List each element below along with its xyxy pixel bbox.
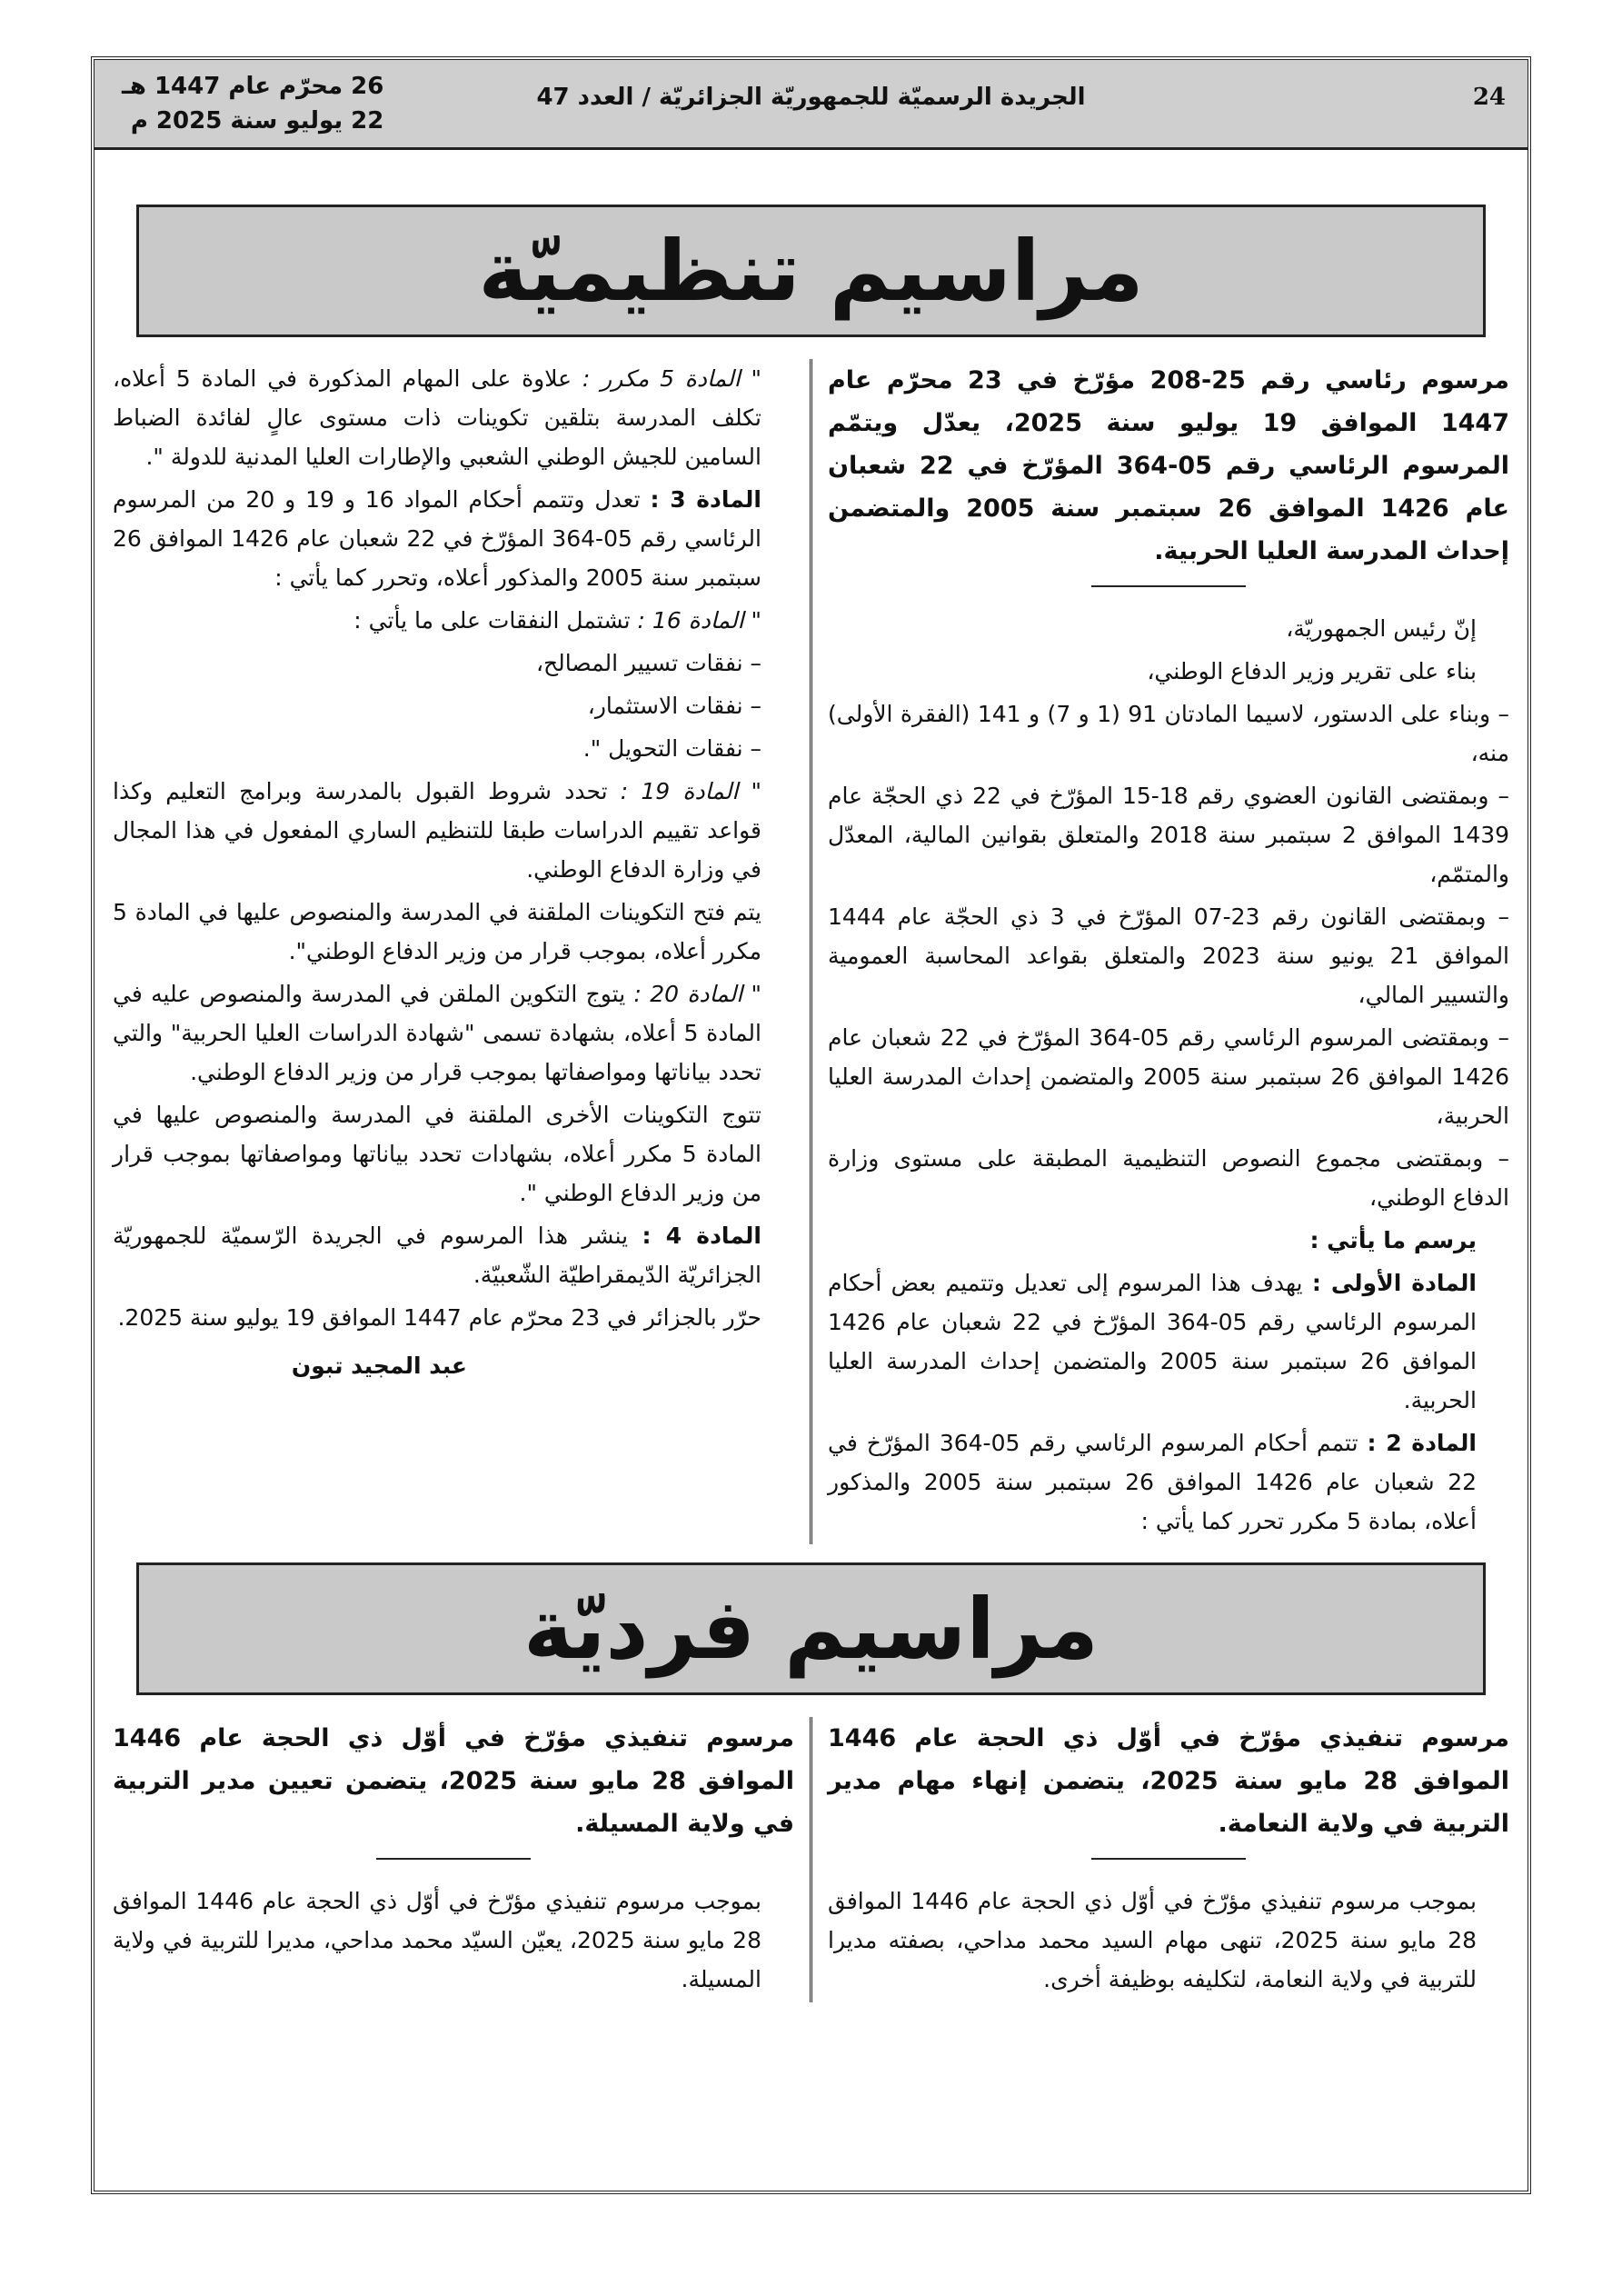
column-divider: [810, 1717, 812, 2002]
decree3-column: [113, 1717, 794, 2002]
date-hijri: 26 محرّم عام 1447 هـ: [122, 73, 384, 100]
signature: عبد المجيد تبون: [291, 1353, 467, 1379]
article-label: " المادة 20 :: [633, 981, 761, 1007]
paragraph: – وبناء على الدستور، لاسيما المادتان 91 (1 و 7) و 141 (الفقرة الأولى) منه،: [828, 701, 1509, 766]
article-text: علاوة على المهام المذكورة في المادة 5 أعلاه، تكلف المدرسة بتلقين تكوينات ذات مستوى عالٍ لفائدة الضباط السامين للجيش الوطني الشعبي والإطارات العليا المدنية للدولة ".: [113, 365, 761, 470]
list-item: – نفقات الاستثمار،: [587, 693, 761, 719]
article-text: يتوج التكوين الملقن في المدرسة والمنصوص عليه في المادة 5 أعلاه، بشهادة تسمى "شهادة الدراسات العليا الحربية" والتي تحدد بياناتها ومواصفاتها بموجب قرار من وزير الدفاع الوطني.: [113, 981, 761, 1085]
section-title-individual: مراسيم فرديّة: [136, 1562, 1486, 1695]
issue-date: [122, 69, 383, 138]
section-title-regulatory: مراسيم تنظيميّة: [136, 205, 1486, 337]
column-divider: [810, 359, 812, 1544]
article-label: " المادة 16 :: [637, 607, 761, 634]
closing-text: حرّر بالجزائر في 23 محرّم عام 1447 الموافق 19 يوليو سنة 2025.: [117, 1304, 761, 1331]
decree-title: مرسوم تنفيذي مؤرّخ في أوّل ذي الحجة عام 1446 الموافق 28 مايو سنة 2025، يتضمن إنهاء مهام مدير التربية في ولاية النعامة.: [828, 1724, 1509, 1838]
paragraph: تتوج التكوينات الأخرى الملقنة في المدرسة والمنصوص عليها في المادة 5 مكرر أعلاه، بشهادات تحدد بياناتها ومواصفاتها بموجب قرار من وزير الدفاع الوطني ".: [113, 1102, 761, 1206]
article-text: تحدد شروط القبول بالمدرسة وبرامج التعليم وكذا قواعد تقييم الدراسات طبقا للتنظيم الساري المفعول في هذا المجال في وزارة الدفاع الوطني.: [113, 778, 761, 883]
paragraph: – وبمقتضى مجموع النصوص التنظيمية المطبقة على مستوى وزارة الدفاع الوطني،: [828, 1145, 1509, 1211]
paragraph: بناء على تقرير وزير الدفاع الوطني،: [1147, 658, 1477, 684]
decree-title: مرسوم رئاسي رقم 25-208 مؤرّخ في 23 محرّم عام 1447 الموافق 19 يوليو سنة 2025، يعدّل ويتمّم المرسوم الرئاسي رقم 05-364 المؤرّخ في 22 شعبان عام 1426 الموافق 26 سبتمبر سنة 2005 والمتضمن إحداث المدرسة العليا الحربية.: [828, 366, 1509, 565]
article-text: ينشر هذا المرسوم في الجريدة الرّسميّة للجمهوريّة الجزائريّة الدّيمقراطيّة الشّعبيّة.: [113, 1223, 761, 1288]
decree-body: بموجب مرسوم تنفيذي مؤرّخ في أوّل ذي الحجة عام 1446 الموافق 28 مايو سنة 2025، تنهى مهام السيد محمد مداحي، بصفته مديرا للتربية في ولاية النعامة، لتكليفه بوظيفة أخرى.: [828, 1888, 1478, 1992]
list-item: – نفقات التحويل ".: [582, 735, 761, 762]
article-label: المادة 3 :: [650, 486, 761, 513]
paragraph: يتم فتح التكوينات الملقنة في المدرسة والمنصوص عليها في المادة 5 مكرر أعلاه، بموجب قرار من وزير الدفاع الوطني".: [113, 899, 761, 964]
separator: [1091, 1858, 1246, 1860]
separator: [376, 1858, 531, 1860]
article-label: " المادة 19 :: [620, 778, 762, 804]
decree1-left-column: [113, 359, 794, 1544]
article-label: المادة 4 :: [642, 1223, 762, 1249]
decree1-columns: [113, 359, 1509, 1544]
article-label: المادة 2 :: [1367, 1430, 1478, 1456]
article-text: تعدل وتتمم أحكام المواد 16 و 19 و 20 من المرسوم الرئاسي رقم 05-364 المؤرّخ في 22 شعبان عام 1426 الموافق 26 سبتمبر سنة 2005 والمذكور أعلاه، وتحرر كما يأتي :: [113, 486, 761, 591]
paragraph: – وبمقتضى القانون رقم 23-07 المؤرّخ في 3 ذي الحجّة عام 1444 الموافق 21 يونيو سنة 2023 والمتعلق بقواعد المحاسبة العمومية والتسيير المالي،: [828, 903, 1510, 1008]
individual-decrees-columns: [113, 1717, 1509, 2002]
paragraph: إنّ رئيس الجمهوريّة،: [1286, 615, 1477, 642]
date-gregorian: 22 يوليو سنة 2025 م: [130, 107, 384, 135]
list-item: – نفقات تسيير المصالح،: [535, 650, 761, 676]
decree-body: بموجب مرسوم تنفيذي مؤرّخ في أوّل ذي الحجة عام 1446 الموافق 28 مايو سنة 2025، يعيّن السيّد محمد مداحي، مديرا للتربية في ولاية المسيلة.: [113, 1888, 762, 1992]
decrees-heading: يرسم ما يأتي :: [1309, 1227, 1477, 1253]
separator: [1091, 585, 1246, 587]
article-text: تتمم أحكام المرسوم الرئاسي رقم 05-364 المؤرّخ في 22 شعبان عام 1426 الموافق 26 سبتمبر سنة 2005 والمذكور أعلاه، بمادة 5 مكرر تحرر كما يأتي :: [828, 1430, 1477, 1534]
page-frame: [91, 56, 1531, 2194]
page-header: [95, 60, 1527, 150]
paragraph: – وبمقتضى المرسوم الرئاسي رقم 05-364 المؤرّخ في 22 شعبان عام 1426 الموافق 26 سبتمبر سنة 2005 والمتضمن إحداث المدرسة العليا الحربية،: [828, 1024, 1510, 1129]
article-text: تشتمل النفقات على ما يأتي :: [353, 607, 638, 634]
decree1-right-column: [828, 359, 1509, 1544]
gazette-title: الجريدة الرسميّة للجمهوريّة الجزائريّة / العدد 47: [536, 84, 1086, 111]
decree-title: مرسوم تنفيذي مؤرّخ في أوّل ذي الحجة عام 1446 الموافق 28 مايو سنة 2025، يتضمن تعيين مدير التربية في ولاية المسيلة.: [113, 1724, 794, 1838]
page-body: [95, 205, 1527, 2017]
article-text: يهدف هذا المرسوم إلى تعديل وتتميم بعض أحكام المرسوم الرئاسي رقم 05-364 المؤرّخ في 22 شعبان عام 1426 الموافق 26 سبتمبر سنة 2005 والمتضمن إحداث المدرسة العليا الحربية.: [828, 1270, 1478, 1413]
article-label: " المادة 5 مكرر :: [582, 365, 761, 392]
decree2-column: [828, 1717, 1509, 2002]
paragraph: – وبمقتضى القانون العضوي رقم 18-15 المؤرّخ في 22 ذي الحجّة عام 1439 الموافق 2 سبتمبر سنة 2018 والمتعلق بقوانين المالية، المعدّل والمتمّم،: [828, 783, 1510, 887]
page-number: 24: [1472, 84, 1506, 111]
article-label: المادة الأولى :: [1311, 1270, 1477, 1296]
